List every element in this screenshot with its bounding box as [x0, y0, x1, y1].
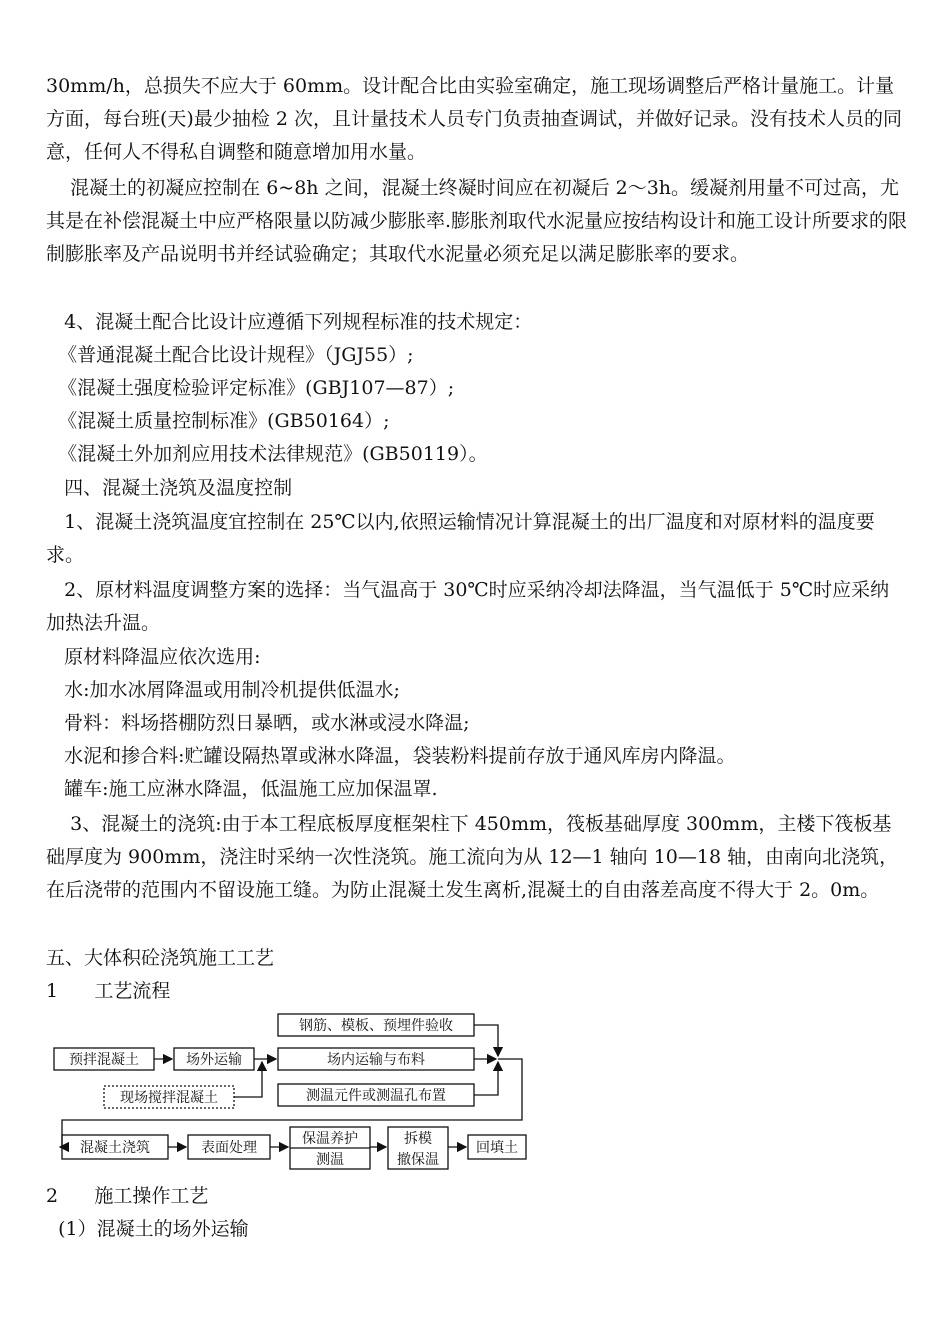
flow-remove-form: 拆模	[404, 1131, 432, 1147]
flow-pouring: 混凝土浇筑	[80, 1140, 150, 1156]
paragraph-pouring: 3、混凝土的浇筑:由于本工程底板厚度框架柱下 450mm，筏板基础厚度 300mm，主楼下筏板基础厚度为 900mm，浇注时采纳一次性浇筑。施工流向为从 12—1 轴向 10—18 轴，由南向北浇筑，在后浇带的范围内不留设施工缝。为防止混凝土发生离析,混凝土的自由落差高度不得大于 2。0m。	[46, 813, 899, 901]
subheading-offsite-transport: (1）混凝土的场外运输	[46, 1218, 249, 1240]
paragraph-2: 混凝土的初凝应控制在 6~8h 之间，混凝土终凝时间应在初凝后 2～3h。缓凝剂用量不可过高，尤其是在补偿混凝土中应严格限量以防减少膨胀率.膨胀剂取代水泥量应按结构设计和施工设计所要求的限制膨胀率及产品说明书并经试验确定；其取代水泥量必须充足以满足膨胀率的要求。	[46, 177, 908, 265]
subheading-operation: 2 施工操作工艺	[46, 1185, 209, 1207]
section-heading-5: 五、大体积砼浇筑施工工艺	[46, 947, 275, 969]
cooling-water: 水:加水冰屑降温或用制冷机提供低温水;	[46, 679, 400, 701]
flow-temp-sensors: 测温元件或测温孔布置	[306, 1088, 446, 1104]
paragraph-temp-1: 1、混凝土浇筑温度宜控制在 25℃以内,依照运输情况计算混凝土的出厂温度和对原材料的温度要求。	[46, 511, 875, 566]
flow-premix: 预拌混凝土	[69, 1052, 139, 1068]
standard-item: 《普通混凝土配合比设计规程》（JGJ55）;	[46, 344, 414, 366]
cooling-truck: 罐车:施工应淋水降温，低温施工应加保温罩.	[46, 778, 438, 800]
flow-rebar-check: 钢筋、模板、预埋件验收	[299, 1018, 453, 1034]
cooling-intro: 原材料降温应依次选用:	[46, 646, 261, 668]
flow-surface: 表面处理	[201, 1140, 257, 1156]
section-heading-4: 四、混凝土浇筑及温度控制	[46, 477, 293, 499]
flow-onsite-mix: 现场搅拌混凝土	[120, 1090, 218, 1106]
cooling-cement: 水泥和掺合料:贮罐设隔热罩或淋水降温，袋装粉料提前存放于通风库房内降温。	[46, 745, 736, 767]
subheading-process-flow: 1 工艺流程	[46, 980, 171, 1002]
standard-item: 《混凝土强度检验评定标准》(GBJ107—87）;	[46, 377, 455, 399]
process-flowchart	[52, 1010, 532, 1175]
flow-offsite-transport: 场外运输	[186, 1052, 242, 1068]
standard-item: 《混凝土质量控制标准》(GB50164）;	[46, 410, 390, 432]
cooling-aggregate: 骨料：料场搭棚防烈日暴晒，或水淋或浸水降温;	[46, 712, 470, 734]
flow-onsite-transport: 场内运输与布料	[327, 1052, 425, 1068]
flow-curing: 保温养护	[302, 1131, 358, 1147]
flow-temp-measure: 测温	[316, 1152, 344, 1168]
paragraph-temp-2: 2、原材料温度调整方案的选择：当气温高于 30℃时应采纳冷却法降温，当气温低于 5℃时应采纳加热法升温。	[46, 579, 890, 634]
standards-intro: 4、混凝土配合比设计应遵循下列规程标准的技术规定：	[46, 311, 533, 333]
flow-remove-insulation: 撤保温	[397, 1152, 439, 1168]
standard-item: 《混凝土外加剂应用技术法律规范》(GB50119）。	[46, 443, 488, 465]
flow-backfill: 回填土	[476, 1140, 518, 1156]
paragraph-1: 30mm/h，总损失不应大于 60mm。设计配合比由实验室确定，施工现场调整后严格计量施工。计量方面，每台班(天)最少抽检 2 次，且计量技术人员专门负责抽查调试，并做好记录。没有技术人员的同意，任何人不得私自调整和随意增加用水量。	[46, 75, 902, 163]
